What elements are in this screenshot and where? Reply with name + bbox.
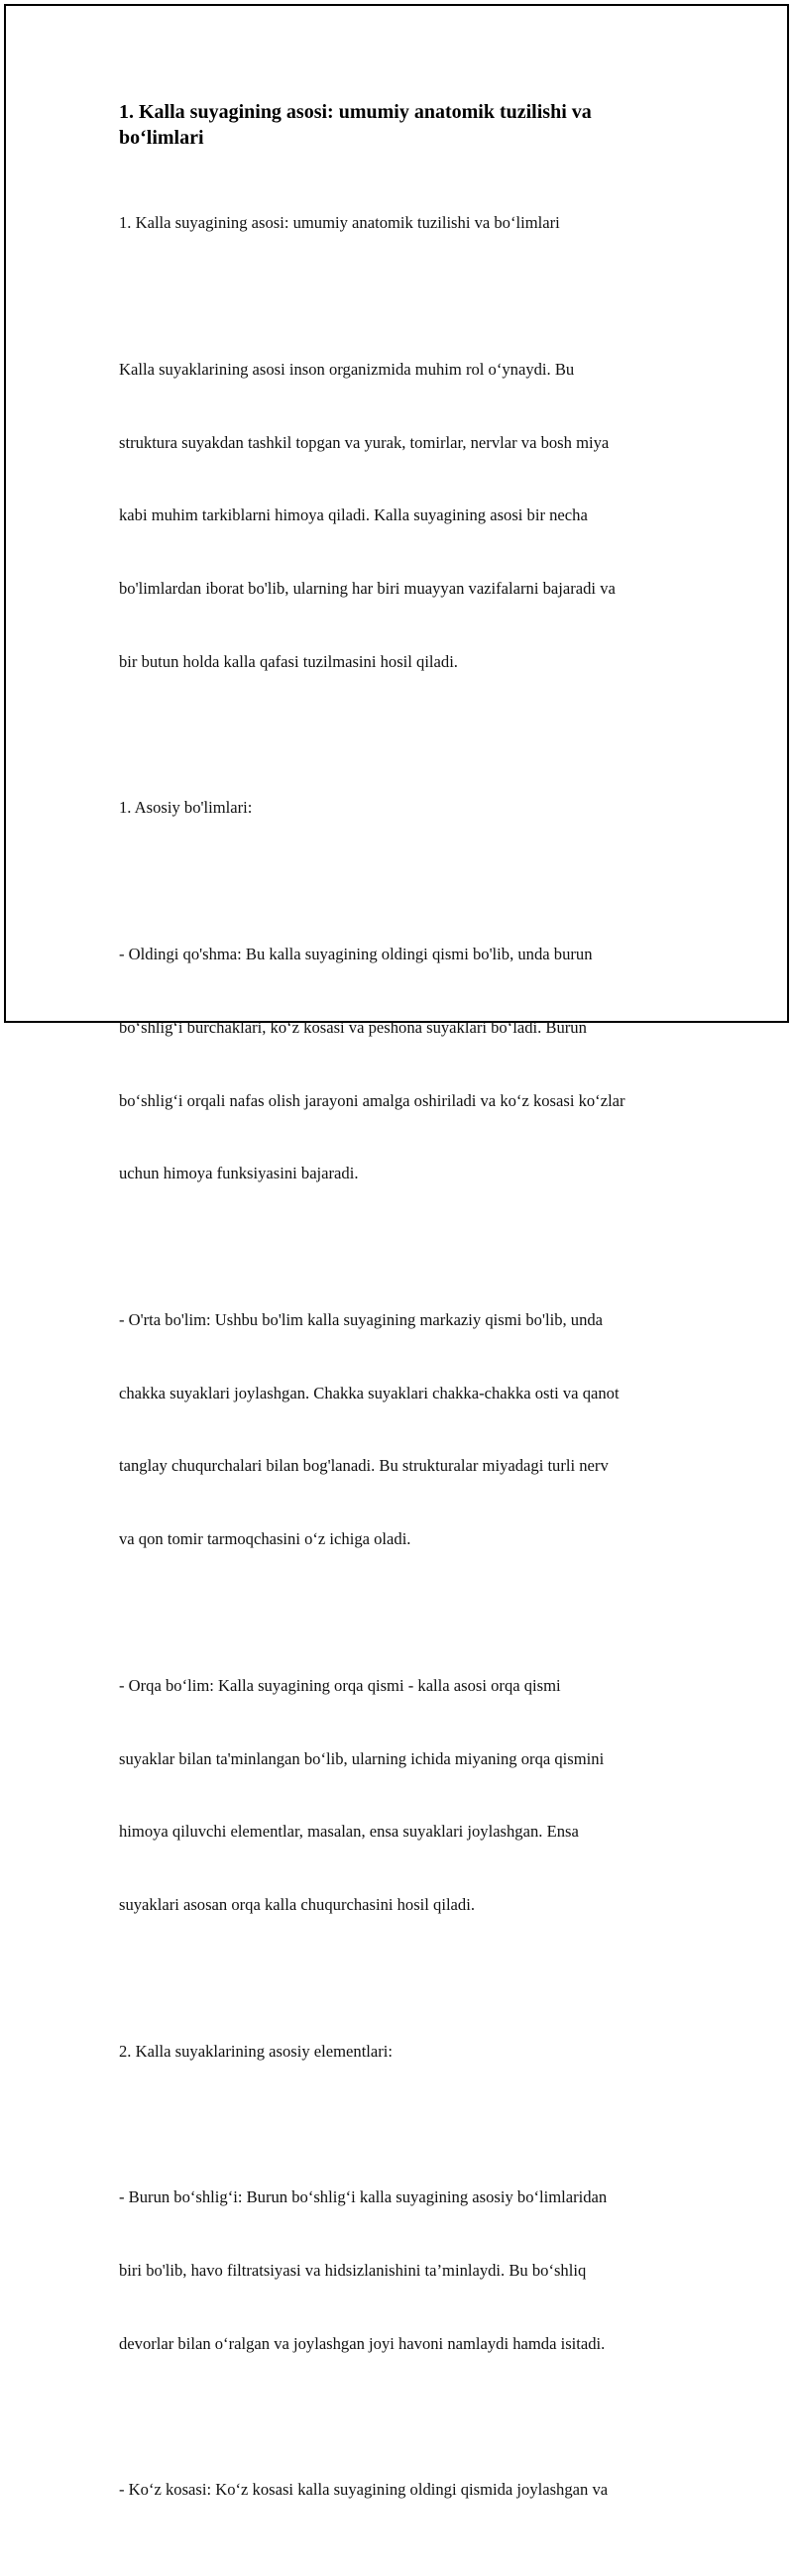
text-line: 1. Kalla suyagining asosi: umumiy anatomik tuzilishi va bo‘limlari <box>119 213 560 233</box>
list-item-paragraph <box>119 2137 694 2406</box>
text-line: - Ko‘z kosasi: Ko‘z kosasi kalla suyagining oldingi qismida joylashgan va <box>119 2480 609 2500</box>
text-line: 1. Asosiy bo'limlari: <box>119 798 253 818</box>
text-line: tanglay chuqurchalari bilan bog'lanadi. Bu strukturalar miyadagi turli nerv <box>119 1456 609 1476</box>
text-line: himoya qiluvchi elementlar, masalan, ensa suyaklari joylashgan. Ensa <box>119 1822 579 1842</box>
title-line: bo‘limlari <box>119 127 204 149</box>
text-line: biri bo'lib, havo filtratsiyasi va hidsizlanishini ta’minlaydi. Bu bo‘shliq <box>119 2261 587 2281</box>
title-line: 1. Kalla suyagining asosi: umumiy anatomik tuzilishi va <box>119 101 592 123</box>
text-line: - Oldingi qo'shma: Bu kalla suyagining oldingi qismi bo'lib, unda burun <box>119 945 593 963</box>
text-line: va qon tomir tarmoqchasini o‘z ichiga oladi. <box>119 1529 411 1549</box>
text-line: - Burun bo‘shlig‘i: Burun bo‘shlig‘i kalla suyagining asosiy bo‘limlaridan <box>119 2187 608 2207</box>
text-line: bir butun holda kalla qafasi tuzilmasini hosil qiladi. <box>119 651 458 671</box>
text-line: suyaklar bilan ta'minlangan bo‘lib, ularning ichida miyaning orqa qismini <box>119 1748 605 1768</box>
text-line: - O'rta bo'lim: Ushbu bo'lim kalla suyagining markaziy qismi bo'lib, unda <box>119 1309 604 1329</box>
text-line: kabi muhim tarkiblarni himoya qiladi. Kalla suyagining asosi bir necha <box>119 505 588 525</box>
list-item-paragraph <box>119 2429 694 2551</box>
text-line: Kalla suyaklarining asosi inson organizmida muhim rol o‘ynaydi. Bu <box>119 359 575 379</box>
section-heading-paragraph <box>119 747 694 869</box>
list-item-paragraph <box>119 1260 694 1601</box>
text-line: - Orqa bo‘lim: Kalla suyagining orqa qismi - kalla asosi orqa qismi <box>119 1675 561 1695</box>
document-title <box>119 99 694 151</box>
list-item-paragraph <box>119 1625 694 1966</box>
text-line: suyaklari asosan orqa kalla chuqurchasini hosil qiladi. <box>119 1895 475 1915</box>
section-heading-paragraph <box>119 1991 694 2113</box>
text-line: struktura suyakdan tashkil topgan va yurak, tomirlar, nervlar va bosh miya <box>119 432 610 452</box>
document-body <box>119 99 694 2576</box>
text-line: bo'limlardan iborat bo'lib, ularning har biri muayyan vazifalarni bajaradi va <box>119 579 616 599</box>
text-line: chakka suyaklari joylashgan. Chakka suyaklari chakka-chakka osti va qanot <box>119 1383 620 1402</box>
text-line: 2. Kalla suyaklarining asosiy elementlari: <box>119 2041 394 2061</box>
text-line: bo‘shlig‘i orqali nafas olish jarayoni amalga oshiriladi va ko‘z kosasi ko‘zlar <box>119 1090 625 1110</box>
text-line: uchun himoya funksiyasini bajaradi. <box>119 1164 359 1183</box>
list-item-paragraph <box>119 894 694 1235</box>
subtitle-paragraph <box>119 163 694 284</box>
page-frame <box>4 4 789 2500</box>
text-line: devorlar bilan o‘ralgan va joylashgan joyi havoni namlaydi hamda isitadi. <box>119 2333 606 2353</box>
intro-paragraph <box>119 309 694 724</box>
text-line: bo‘shlig‘i burchaklari, ko‘z kosasi va peshona suyaklari bo‘ladi. Burun <box>119 1017 587 1037</box>
